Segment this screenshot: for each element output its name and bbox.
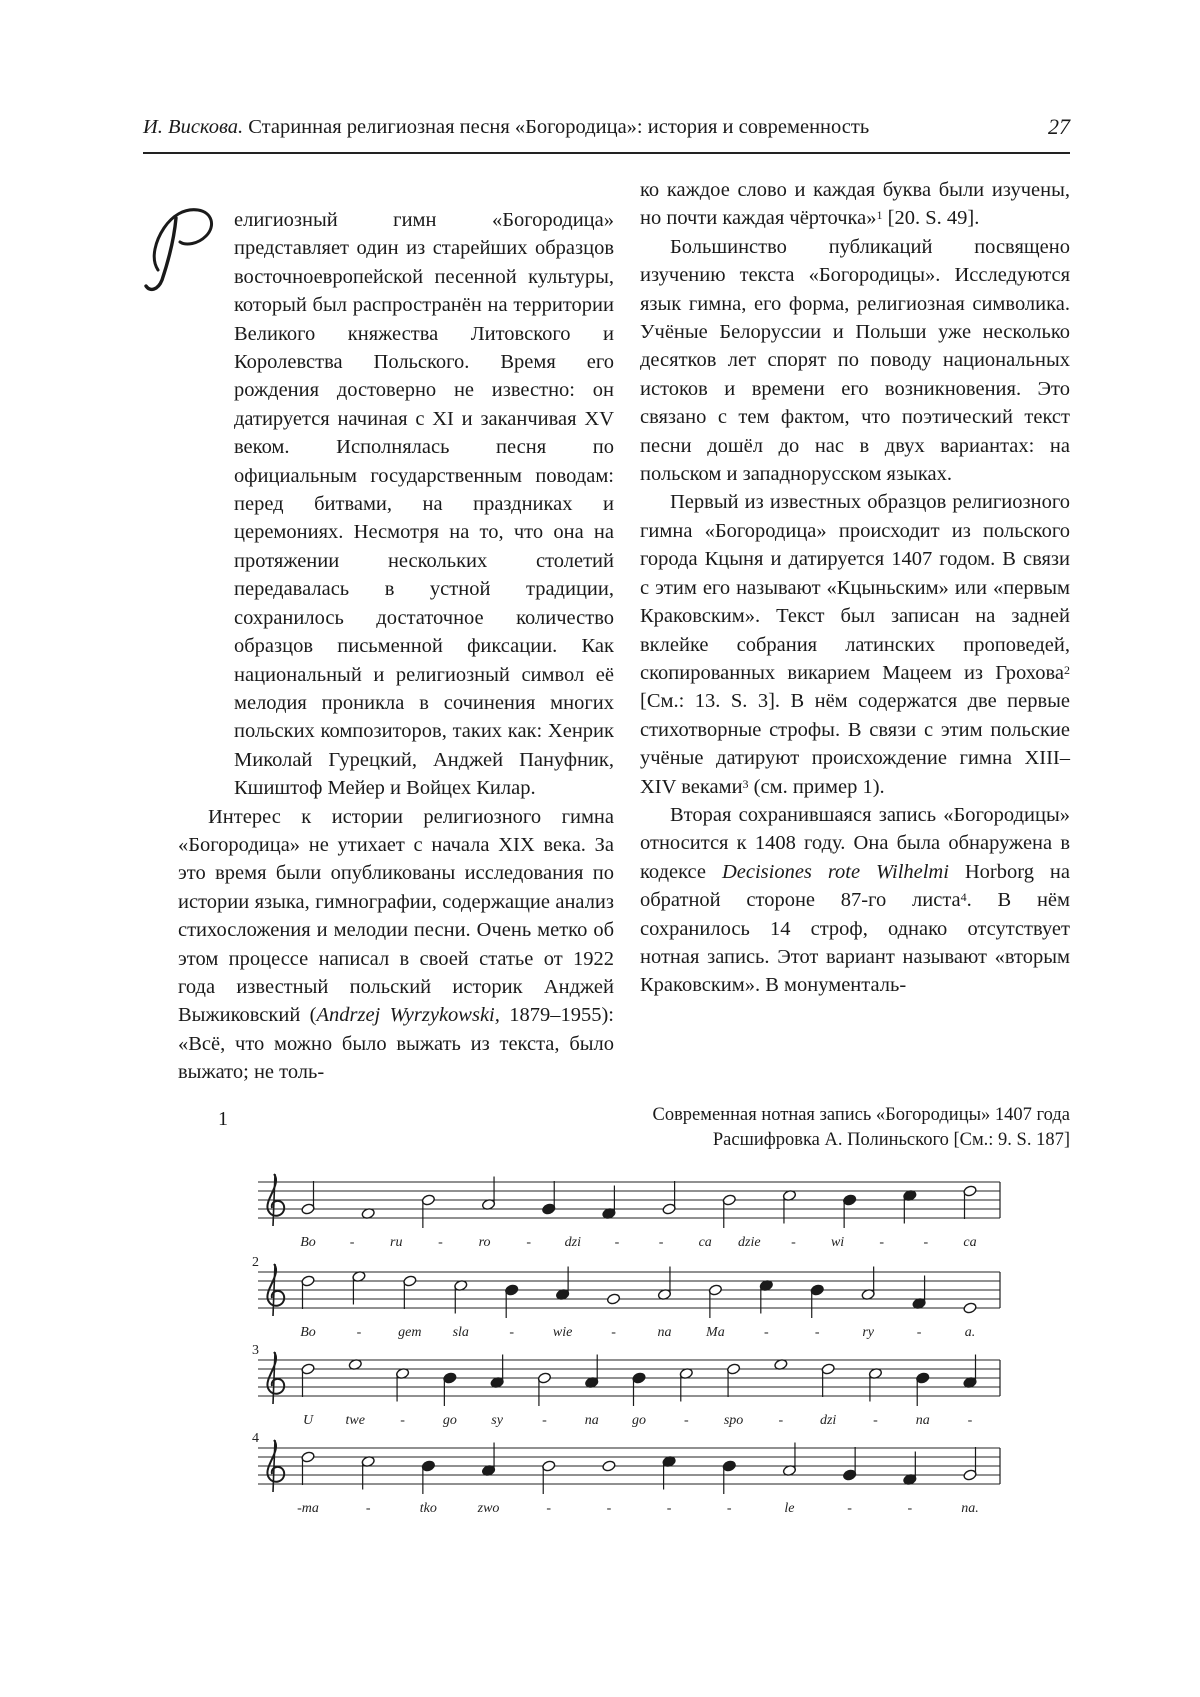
lyric-syllable: sla bbox=[452, 1325, 469, 1340]
lyric-syllable: - bbox=[683, 1413, 689, 1428]
figure-number: 1 bbox=[218, 1108, 228, 1130]
paragraph-2-italic: Andrzej Wyrzykowski, bbox=[316, 1004, 500, 1027]
lyric-syllable: zwo bbox=[477, 1501, 500, 1516]
lyric-syllable: -ma bbox=[297, 1501, 319, 1516]
article-title: Старинная религиозная песня «Богородица»: история и современность bbox=[243, 116, 870, 138]
lyric-syllable: - bbox=[873, 1413, 878, 1428]
treble-clef-icon bbox=[267, 1264, 284, 1306]
figure-caption-line-2: Расшифровка А. Полиньского [См.: 9. S. 187] bbox=[712, 1130, 1070, 1150]
running-header bbox=[143, 112, 1070, 154]
lyric-syllable: - bbox=[611, 1325, 616, 1340]
treble-clef-icon bbox=[267, 1174, 284, 1216]
footnote-ref-4[interactable]: 4 bbox=[960, 890, 967, 905]
lyric-syllable: twe bbox=[345, 1413, 366, 1428]
lyric-syllable: - bbox=[763, 1325, 769, 1340]
system-number: 3 bbox=[252, 1343, 259, 1358]
lyric-syllable: sy bbox=[491, 1413, 503, 1428]
lyric-syllable: - bbox=[791, 1235, 796, 1250]
lyric-syllable: Ma bbox=[706, 1325, 725, 1340]
figure-caption bbox=[652, 1103, 1070, 1153]
lyric-syllable: a. bbox=[964, 1325, 976, 1340]
lyric-syllable: ru bbox=[390, 1235, 403, 1250]
system-number: 4 bbox=[252, 1431, 259, 1446]
paragraph-5-text-c: . В нём сохранилось 14 строф, однако отсутствует нотная запись. Этот вариант называют «вторым Краковским». В монументаль- bbox=[640, 889, 1070, 997]
paragraph-1 bbox=[178, 176, 614, 803]
paragraph-5-text-b: Horborg на обратной стороне 87-го листа bbox=[640, 860, 1070, 912]
paragraph-5 bbox=[640, 801, 1070, 1000]
lyric-syllable: - bbox=[542, 1413, 547, 1428]
lyric-syllable: dzi bbox=[564, 1235, 581, 1250]
lyric-syllable: - bbox=[349, 1235, 355, 1250]
right-column bbox=[640, 176, 1070, 1000]
lyric-syllable: dzie bbox=[738, 1235, 761, 1250]
paragraph-2-text-b: 1879–1955): «Всё, что можно было выжать из текста, было выжато; не толь- bbox=[178, 1004, 614, 1084]
continuation-citation: [20. S. 49]. bbox=[882, 207, 980, 230]
lyric-syllable: - bbox=[526, 1235, 532, 1250]
lyric-syllable: - bbox=[438, 1235, 443, 1250]
paragraph-2-text-a: Интерес к истории религиозного гимна «Богородица» не утихает с начала XIX века. За это время были опубликованы исследования по истории языка, гимнографии, содержащие анализ стихосложения и мелодии песни. Очень метко об этом процессе написал в своей статье от 1922 года известный польский историк Анджей Выжиковский ( bbox=[178, 805, 614, 1027]
paragraph-1-text: елигиозный гимн «Богородица» представляет один из старейших образцов восточноевропейской песенной культуры, который был распространён на территории Великого княжества Литовского и Королевства Польского. Время его рождения достоверно не известно: он датируется начиная с XI и заканчивая XV веком. Исполнялась песня по официальным государственным поводам: перед битвами, на праздниках и церемониях. Несмотря на то, что она на протяжении нескольких столетий передавалась в устной традиции, сохранилось достаточное количество образцов письменной фиксации. Как национальный и религиозный символ её мелодия проникла в сочинения многих польских композиторов, таких как: Хенрик Миколай Гурецкий, Анджей Пануфник, Кшиштоф Мейер и Войцех Килар. bbox=[234, 209, 614, 800]
paragraph-5-italic: Decisiones rote Wilhelmi bbox=[721, 860, 949, 883]
lyric-syllable: gem bbox=[398, 1325, 422, 1340]
running-title bbox=[143, 116, 869, 139]
author-name: И. Вискова. bbox=[143, 116, 244, 138]
lyric-syllable: - bbox=[916, 1325, 922, 1340]
footnote-ref-1[interactable]: 1 bbox=[876, 208, 883, 223]
paragraph-4-text-c: (см. пример 1). bbox=[748, 775, 885, 798]
note-head bbox=[606, 1293, 620, 1305]
treble-clef-icon bbox=[267, 1352, 284, 1394]
paragraph-2 bbox=[178, 803, 614, 1087]
lyric-syllable: na bbox=[657, 1325, 672, 1340]
paragraph-5-text-a: Вторая сохранившаяся запись «Богородицы» относится к 1408 году. Она была обнаружена в кодексе bbox=[640, 803, 1070, 883]
lyric-syllable: - bbox=[666, 1501, 672, 1516]
paragraph-4-text-a: Первый из известных образцов религиозного гимна «Богородица» происходит из польского города Кцыня и датируется 1407 годом. В связи с этим его называют «Кцыньским» или «первым Краковским». Текст был записан на задней вклейке собрания латинских проповедей, скопированных викарием Мацеем из Грохова bbox=[640, 491, 1070, 684]
lyric-syllable: U bbox=[302, 1413, 314, 1428]
lyric-syllable: wie bbox=[552, 1325, 573, 1340]
music-score bbox=[252, 1170, 1000, 1530]
lyric-syllable: - bbox=[658, 1235, 664, 1250]
lyric-syllable: le bbox=[784, 1501, 795, 1516]
music-score-svg bbox=[252, 1170, 1000, 1530]
lyric-syllable: go bbox=[632, 1413, 646, 1428]
lyric-syllable: - bbox=[778, 1413, 784, 1428]
lyric-syllable: - bbox=[907, 1501, 913, 1516]
lyric-syllable: - bbox=[847, 1501, 852, 1516]
lyric-syllable: - bbox=[509, 1325, 515, 1340]
lyric-syllable: - bbox=[365, 1501, 371, 1516]
lyric-syllable: - bbox=[967, 1413, 973, 1428]
lyric-syllable: wi bbox=[830, 1235, 845, 1250]
lyric-syllable: - bbox=[546, 1501, 552, 1516]
lyric-syllable: na bbox=[584, 1413, 599, 1428]
lyric-syllable: na. bbox=[961, 1501, 979, 1516]
page-number: 27 bbox=[1048, 114, 1070, 139]
lyric-syllable: Bo bbox=[300, 1325, 316, 1340]
note-head bbox=[963, 1302, 977, 1314]
paragraph-3: Большинство публикаций посвящено изучению текста «Богородицы». Исследуются язык гимна, его форма, религиозная символика. Учёные Белоруссии и Польши уже несколько десятков лет спорят по поводу национальных истоков и времени его возникновения. Это связано с тем фактом, что поэтический текст песни дошёл до нас в двух вариантах: на польском и западнорусском языках. bbox=[640, 235, 1070, 486]
lyric-syllable: - bbox=[814, 1325, 820, 1340]
left-column bbox=[178, 176, 614, 1087]
note-head bbox=[602, 1460, 616, 1472]
lyric-syllable: tko bbox=[419, 1501, 437, 1516]
lyric-syllable: dzi bbox=[819, 1413, 837, 1428]
lyric-syllable: ry bbox=[862, 1325, 874, 1340]
figure-caption-line-1: Современная нотная запись «Богородицы» 1407 года bbox=[652, 1105, 1070, 1125]
lyric-syllable: - bbox=[923, 1235, 929, 1250]
continuation-text: ко каждое слово и каждая буква были изучены, но почти каждая чёрточка» bbox=[640, 179, 1070, 230]
lyric-syllable: - bbox=[879, 1235, 885, 1250]
lyric-syllable: ca bbox=[698, 1235, 712, 1250]
lyric-syllable: go bbox=[442, 1413, 457, 1428]
lyric-syllable: spo bbox=[723, 1413, 744, 1428]
lyric-syllable: - bbox=[606, 1501, 612, 1516]
footnote-ref-2[interactable]: 2 bbox=[1064, 662, 1070, 677]
lyric-syllable: ro bbox=[478, 1235, 491, 1250]
paragraph-4 bbox=[640, 488, 1070, 800]
treble-clef-icon bbox=[267, 1440, 284, 1482]
lyric-syllable: ca bbox=[963, 1235, 977, 1250]
lyric-syllable: - bbox=[356, 1325, 362, 1340]
lyric-syllable: Bo bbox=[300, 1235, 316, 1250]
paragraph-4-text-b: [См.: 13. S. 3]. В нём содержатся две первые стихотворные строфы. В связи с этим польские учёные датируют происхождение гимна XIII–XIV веками bbox=[640, 690, 1070, 798]
lyric-syllable: - bbox=[614, 1235, 620, 1250]
footnote-ref-3[interactable]: 3 bbox=[742, 776, 749, 791]
lyric-syllable: - bbox=[726, 1501, 732, 1516]
lyric-syllable: na bbox=[915, 1413, 930, 1428]
system-number: 2 bbox=[252, 1255, 259, 1270]
lyric-syllable: - bbox=[400, 1413, 405, 1428]
paragraph-continuation bbox=[640, 176, 1070, 233]
